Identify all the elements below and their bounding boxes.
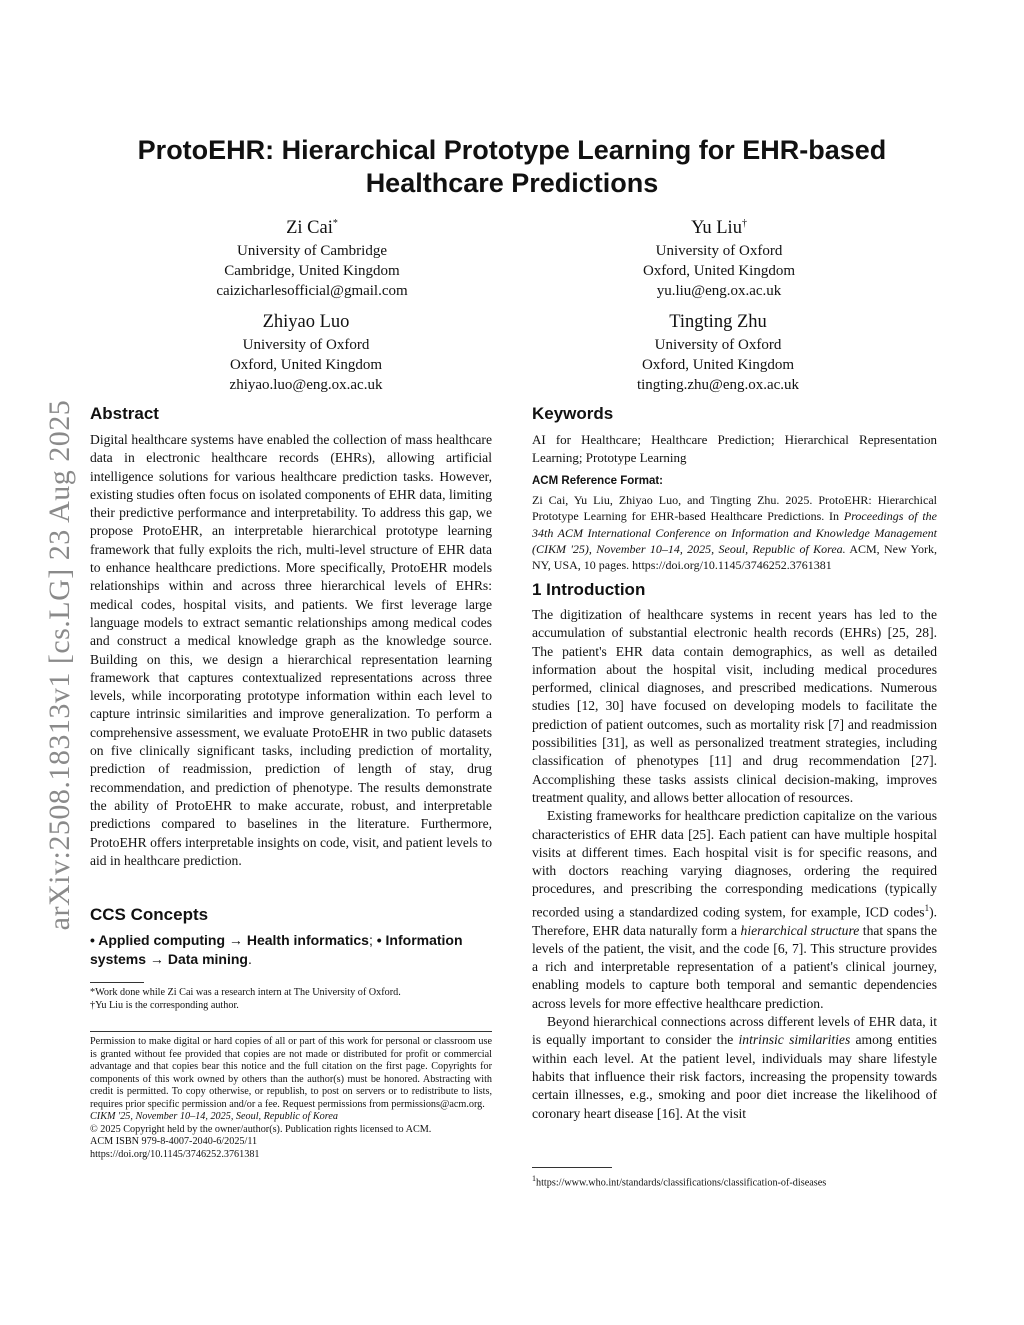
who-footnote: $^1$https://www.who.int/standards/classifications/classification-of-diseases bbox=[532, 1174, 827, 1189]
author-email: caizicharlesofficial@gmail.com bbox=[216, 283, 408, 300]
author-location: Oxford, United Kingdom bbox=[229, 357, 383, 373]
author-block-zi-cai bbox=[162, 212, 462, 301]
author-name: Tingting Zhu bbox=[669, 312, 767, 332]
who-url-link[interactable]: https://www.who.int/standards/classifications/classification-of-diseases bbox=[536, 1177, 827, 1189]
author-name: Zi Cai* bbox=[286, 218, 338, 239]
author-email: zhiyao.luo@eng.ox.ac.uk bbox=[229, 377, 383, 393]
author-block-yu-liu bbox=[569, 212, 869, 301]
ccs-heading: CCS Concepts bbox=[90, 905, 209, 924]
author-affiliation: University of Oxford bbox=[655, 243, 783, 260]
abstract-text bbox=[90, 431, 492, 870]
intro-paragraph-1: The digitization of healthcare systems in recent years has led to the accumulation of substantial electronic health records (EHRs) [25, 28]. The patient's EHR data contain demographics, as well as detailed information about the hospital visit, including medical procedures performed, clinical diagnoses, and prescribed medications. Numerous studies [12, 30] have focused on developing models to facilitate the prediction of patient outcomes, such as mortality risk [7] and readmission possibilities [31], as well as personalized treatment strategies, including classification of phenotypes [11] and drug recommendation [27]. Accomplishing these tasks assists clinical decision-making, improves treatment quality, and allows better allocation of resources. bbox=[532, 607, 937, 805]
author-footnotes bbox=[90, 987, 492, 1012]
author-affiliation: University of Oxford bbox=[242, 337, 370, 353]
author-block-tingting-zhu bbox=[568, 310, 868, 395]
footnote-corresponding: †Yu Liu is the corresponding author. bbox=[90, 999, 239, 1011]
acm-reference-heading: ACM Reference Format: bbox=[532, 475, 663, 487]
footnote-intern: *Work done while Zi Cai was a research intern at The University of Oxford. bbox=[90, 987, 401, 998]
keywords-heading: Keywords bbox=[532, 404, 614, 423]
author-affiliation: University of Cambridge bbox=[237, 243, 387, 260]
abstract-heading: Abstract bbox=[90, 404, 159, 423]
introduction-heading: 1 Introduction bbox=[532, 580, 646, 599]
author-location: Oxford, United Kingdom bbox=[641, 357, 795, 373]
ccs-concepts: • Applied computing → Health informatics; • Information systems → Data mining. bbox=[90, 932, 463, 967]
author-email: tingting.zhu@eng.ox.ac.uk bbox=[636, 377, 800, 393]
author-email: yu.liu@eng.ox.ac.uk bbox=[656, 283, 782, 300]
arxiv-identifier: arXiv:2508.18313v1 [cs.LG] 23 Aug 2025 bbox=[43, 399, 76, 931]
author-block-zhiyao-luo bbox=[156, 310, 456, 395]
permission-rule bbox=[90, 1031, 492, 1032]
doi-link[interactable]: https://doi.org/10.1145/3746252.3761381 bbox=[90, 1148, 260, 1160]
intro-paragraph-3: Beyond hierarchical connections across different levels of EHR data, it is equally important to consider the intrinsic similarities among entities within each level. At the patient level, individuals may share lifestyle habits that influence their risk factors, increasing the propensity towards certain illnesses, e.g., smoking and poor diet increase the likelihood of coronary heart disease [16]. At the visit bbox=[532, 1014, 937, 1121]
keywords-text: AI for Healthcare; Healthcare Prediction; Hierarchical Representation Learning; Prototype Learning bbox=[532, 432, 937, 465]
author-location: Cambridge, United Kingdom bbox=[224, 263, 400, 280]
copyright-line: © 2025 Copyright held by the owner/author(s). Publication rights licensed to ACM. bbox=[90, 1123, 432, 1135]
conference-venue: CIKM '25, November 10–14, 2025, Seoul, Republic of Korea bbox=[90, 1111, 338, 1122]
footnote-rule bbox=[90, 982, 144, 983]
author-name: Yu Liu† bbox=[691, 218, 747, 239]
author-location: Oxford, United Kingdom bbox=[642, 263, 796, 280]
intro-paragraph-2: Existing frameworks for healthcare prediction capitalize on the various characteristics of EHR data [25]. Each patient can have multiple hospital visits at different times. Each hospital visit is for specific reasons, and with doctors reaching varying diagnoses, ordering the required procedures, and prescribing the corresponding medications (typically recorded using a standardized coding system, for example, ICD codes$^1$). Therefore, EHR data naturally form a hierarchical structure that spans the levels of the patient, the visit, and the code [6, 7]. This structure provides a rich and interpretable representation of a patient's clinical journey, enabling models to capture both temporal and semantic dependencies across levels for more effective healthcare prediction. bbox=[532, 808, 937, 1011]
abstract-paragraph: Digital healthcare systems have enabled the collection of mass healthcare data in electronic healthcare records (EHRs), allowing artificial intelligence solutions for various healthcare prediction tasks. However, existing studies often focus on isolated components of EHR data, limiting their predictive performance and interpretability. To address this gap, we propose ProtoEHR, an interpretable hierarchical prototype learning framework that fully exploits the rich, multi-level structure of EHR data to enhance healthcare predictions. More specifically, ProtoEHR models relationships within and across three hierarchical levels of EHRs: medical codes, hospital visits, and patients. We first leverage large language models to extract semantic relationships among medical codes and construct a medical knowledge graph as the knowledge source. Building on this, we design a hierarchical representation learning framework that captures contextualized representations across three levels, while incorporating prototype information within each level to capture intrinsic similarities and improve generalization. To perform a comprehensive assessment, we evaluate ProtoEHR in two public datasets on five clinically significant tasks, including prediction of mortality, prediction of readmission, prediction of length of stay, drug recommendation, and prediction of phenotype. The results demonstrate the ability of ProtoEHR to make accurate, robust, and interpretable predictions compared to baselines in the literature. Furthermore, ProtoEHR offers interpretable insights on code, visit, and patient levels to aid in healthcare prediction. bbox=[90, 432, 492, 868]
footnote-rule-right bbox=[532, 1167, 612, 1168]
permission-block bbox=[90, 1036, 492, 1161]
author-affiliation: University of Oxford bbox=[654, 337, 782, 353]
acm-reference-text: Zi Cai, Yu Liu, Zhiyao Luo, and Tingting Zhu. 2025. ProtoEHR: Hierarchical Prototype Learning for EHR-based Healthcare Predictions. In Proceedings of the 34th ACM International Conference on Information and Knowledge Management (CIKM '25), November 10–14, 2025, Seoul, Republic of Korea. ACM, New York, NY, USA, 10 pages. https://doi.org/10.1145/3746252.3761381 bbox=[532, 493, 938, 573]
permission-text: Permission to make digital or hard copies of all or part of this work for personal or classroom use is granted without fee provided that copies are not made or distributed for profit or commercial advantage and that copies bear this notice and the full citation on the first page. Copyrights for components of this work owned by others than the author(s) must be honored. Abstracting with credit is permitted. To copy otherwise, or republish, to post on servers or to redistribute to lists, requires prior specific permission and/or a fee. Request permissions from permissions@acm.org. bbox=[90, 1036, 492, 1110]
introduction-text bbox=[532, 606, 937, 1123]
isbn-line: ACM ISBN 979-8-4007-2040-6/2025/11 bbox=[90, 1136, 258, 1147]
paper-title: ProtoEHR: Hierarchical Prototype Learning for EHR-based Healthcare Predictions bbox=[137, 135, 887, 198]
author-name: Zhiyao Luo bbox=[262, 312, 350, 332]
